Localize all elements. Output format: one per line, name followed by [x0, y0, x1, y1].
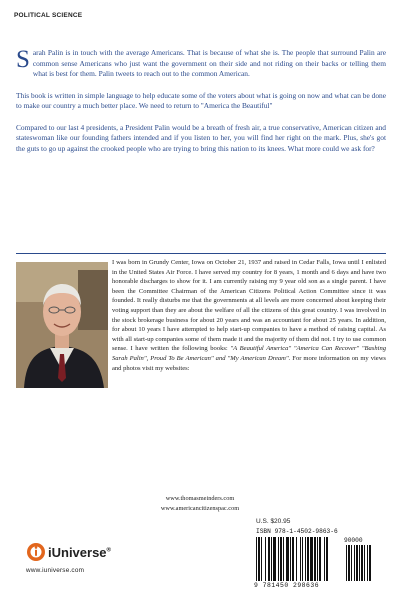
blurb [16, 48, 386, 165]
author-photo [16, 262, 108, 388]
barcode-bar [256, 537, 257, 581]
barcode-addon-bar [359, 545, 360, 581]
barcode-addon-bar [356, 545, 358, 581]
barcode-bar [290, 537, 291, 581]
iuniverse-logo-icon [26, 542, 46, 562]
isbn-barcode [254, 527, 378, 591]
publisher-name-text: iUniverse [48, 545, 107, 560]
blurb-paragraph-1-text: arah Palin is in touch with the average Americans. That is because of what she is. The people that surround Palin are common sense Americans who just want the government on their side and not riding on their backs or telling them what is best for them. Palin tweets to reach out to the common American. [32, 48, 386, 79]
barcode-bar [300, 537, 301, 581]
barcode-bar [286, 537, 289, 581]
blurb-paragraph-2: This book is written in simple language to help educate some of the voters about what is going on now and what can be done to make our country a much better place. We need to return to "America the Beautiful" [16, 90, 386, 111]
barcode-addon-bar [367, 545, 368, 581]
publisher-logo [26, 545, 136, 585]
barcode-addon-bar [351, 545, 352, 581]
barcode-bar [302, 537, 303, 581]
barcode-bar [314, 537, 316, 581]
section-divider [16, 253, 386, 254]
bio-tail-text: For more information on my views and photos visit my websites: [112, 355, 386, 372]
price-label: U.S. $20.95 [256, 518, 291, 525]
barcode-addon-bar [346, 545, 347, 581]
barcode-bar [319, 537, 321, 581]
barcode-addon-bar [361, 545, 363, 581]
bio-main-text: I was born in Grundy Center, Iowa on October 21, 1937 and raised in Cedar Falls, Iowa until I enlisted in the United States Air Force. I have served my country for 8 years, 1 month and 6 days and have two honorable discharges to show for it. I am currently raising my 9 year old son as a single parent. I have been the Committee Chairman of the American Citizens Political Action Committee since it was founded. It really disturbs me that the governments at all levels are more concerned about keeping their voting support than they are about the welfare of all the citizens of this great country. I was involved in the stock brokerage business for about 20 years and was an accountant for about 25 years. In addition, for about 10 years I have attempted to help start-up companies to have a method of raising capital. As with all start-up companies some of them made it and the majority of them did not. I try to use common sense. I have written the following books: [112, 259, 386, 353]
barcode-bar [296, 537, 297, 581]
barcode-bar [283, 537, 284, 581]
barcode-bar [317, 537, 318, 581]
barcode-bar [273, 537, 276, 581]
barcode-bar [324, 537, 325, 581]
barcode-bar [271, 537, 272, 581]
registered-mark: ® [106, 547, 111, 554]
barcode-addon-bar [348, 545, 350, 581]
author-photo-image [16, 262, 108, 388]
barcode-addon-bar [354, 545, 355, 581]
barcode-bar [310, 537, 313, 581]
barcode-ean-digits: 9 781450 298636 [254, 582, 320, 589]
barcode-bar [265, 537, 266, 581]
barcode-bar [292, 537, 294, 581]
blurb-paragraph-3: Compared to our last 4 presidents, a President Palin would be a breath of fresh air, a true conservative, American citizen and stateswoman like our founding fathers intended and if you listen to her, you will find her right on the mark. Plus, she's got the guts to go up against the crooked people who are trying to bring this nation to its knees. What more could we ask for? [16, 122, 386, 153]
barcode-addon-digits: 90000 [344, 537, 363, 544]
barcode-addon-bar [369, 545, 371, 581]
barcode-bar [278, 537, 279, 581]
website-link[interactable]: www.americancitizenspac.com [160, 505, 240, 513]
barcode-bar [268, 537, 270, 581]
publisher-url[interactable]: www.iuniverse.com [26, 567, 85, 574]
bio-book-list: "A Beautiful America" "America Can Recover" "Bashing Sarah Palin", Proud To Be American" and "My American Dream". [112, 345, 386, 363]
blurb-paragraph-1 [16, 48, 386, 80]
barcode-addon-bar [364, 545, 365, 581]
barcode-bar [326, 537, 328, 581]
category-label: POLITICAL SCIENCE [14, 12, 83, 19]
barcode-bar [280, 537, 282, 581]
publisher-name [48, 545, 111, 560]
author-websites [0, 494, 400, 514]
barcode-bar [305, 537, 306, 581]
barcode-bar [307, 537, 309, 581]
isbn-label: ISBN 978-1-4502-9863-6 [256, 528, 338, 535]
website-link[interactable]: www.thomasmeinders.com [165, 495, 235, 502]
barcode-bar [261, 537, 262, 581]
drop-cap: S [16, 46, 30, 73]
barcode-bar [258, 537, 260, 581]
